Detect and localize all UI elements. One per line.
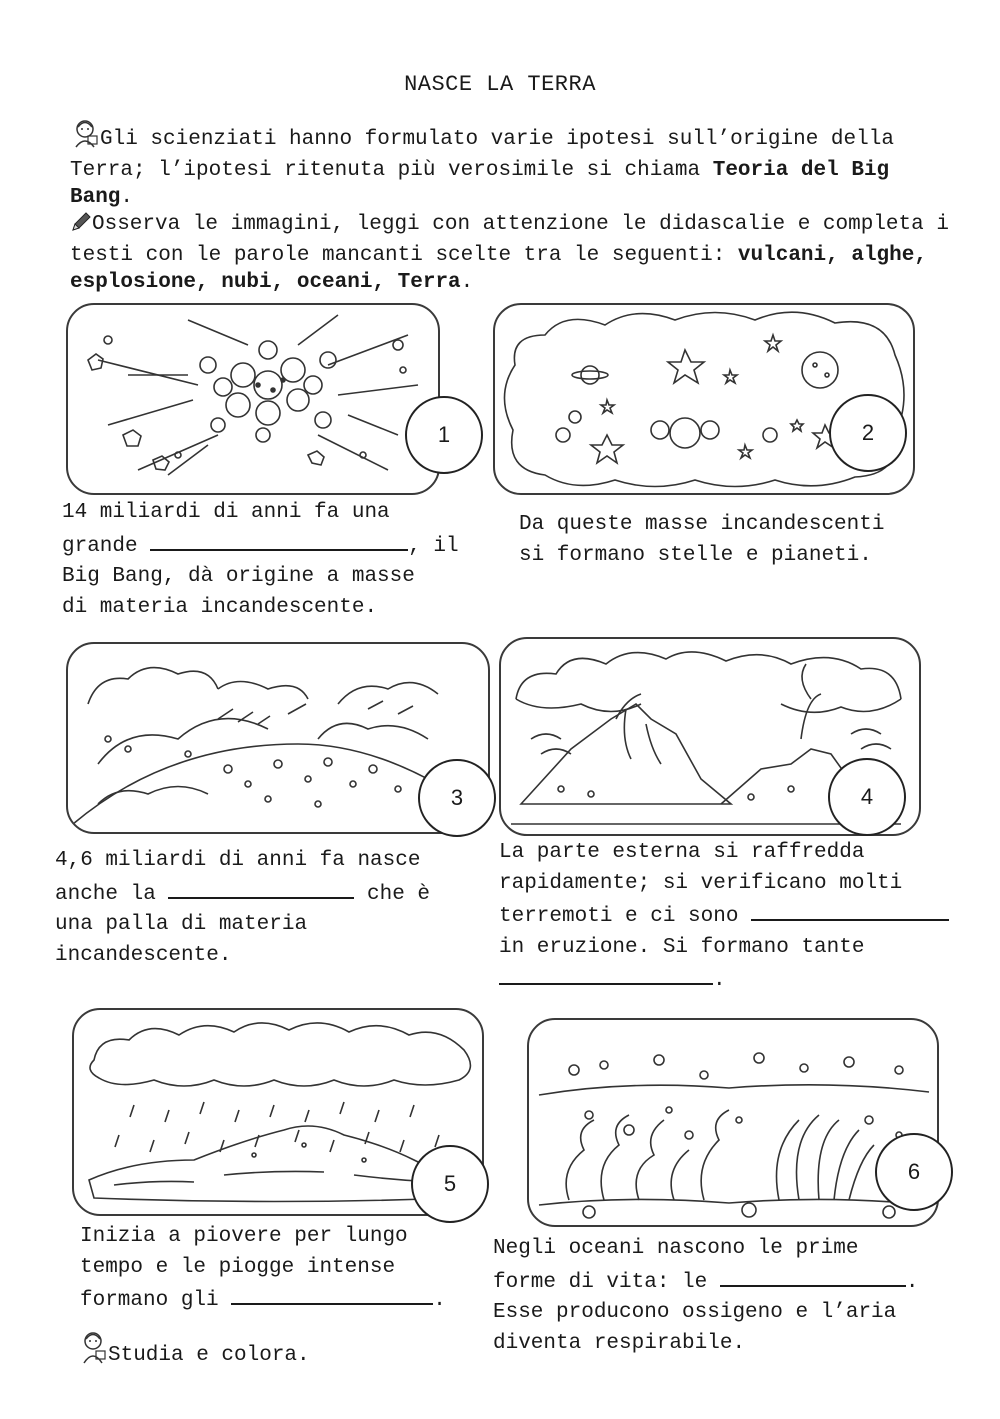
explosion-illustration bbox=[68, 305, 438, 493]
panel-5-number-badge: 5 bbox=[411, 1145, 489, 1223]
word-bank: vulcani, alghe, esplosione, nubi, oceani, Terra bbox=[70, 244, 927, 294]
answer-blank-5[interactable] bbox=[231, 1283, 433, 1305]
pencil-icon bbox=[70, 211, 92, 242]
panel-3-caption: 4,6 miliardi di anni fa nasce anche la che è una palla di materia incandescente. bbox=[55, 849, 431, 967]
intro-sentence-1: Gli scienziati hanno formulato varie ipotesi sull’origine della Terra; l’ipotesi ritenuta più verosimile si chiama bbox=[70, 128, 894, 182]
panel-6-number-badge: 6 bbox=[875, 1133, 953, 1211]
panel-6-caption: Negli oceani nascono le prime forme di vita: le . Esse producono ossigeno e l’aria diventa respirabile. bbox=[493, 1237, 919, 1355]
panel-5-caption: Inizia a piovere per lungo tempo e le piogge intense formano gli . bbox=[80, 1225, 446, 1312]
ocean-algae-illustration bbox=[529, 1020, 937, 1225]
answer-blank-4a[interactable] bbox=[751, 899, 949, 921]
panel-2-number-badge: 2 bbox=[829, 394, 907, 472]
footer-text: Studia e colora. bbox=[108, 1344, 310, 1367]
panel-1-number-badge: 1 bbox=[405, 396, 483, 474]
answer-blank-6[interactable] bbox=[720, 1265, 906, 1287]
intro-sentence-2: Osserva le immagini, leggi con attenzione le didascalie e completa i testi con le parole mancanti scelte tra le seguenti: bbox=[70, 213, 949, 267]
panel-4-caption: La parte esterna si raffredda rapidamente; si verificano molti terremoti e ci sono in eruzione. Si formano tante . bbox=[499, 838, 949, 997]
panel-6-ocean-algae bbox=[527, 1018, 939, 1227]
intro-text: Gli scienziati hanno formulato varie ipotesi sull’origine della Terra; l’ipotesi ritenuta più verosimile si chiama Teoria del Big Bang. Osserva le immagini, leggi con attenzione le didascalie e completa i testi con le parole mancanti scelte tra le seguenti: vulcani, alghe, esplosione, nubi, oceani, Terra. bbox=[70, 118, 950, 296]
intro-theory: Teoria del Big Bang bbox=[70, 159, 890, 209]
footer-instruction bbox=[78, 1330, 310, 1371]
answer-blank-3[interactable] bbox=[168, 877, 354, 899]
panel-3-number-badge: 3 bbox=[418, 759, 496, 837]
answer-blank-1[interactable] bbox=[150, 529, 408, 551]
answer-blank-4b[interactable] bbox=[499, 963, 713, 985]
panel-1-explosion bbox=[66, 303, 440, 495]
page-title: NASCE LA TERRA bbox=[404, 72, 596, 97]
panel-2-caption: Da queste masse incandescenti si formano stelle e pianeti. bbox=[519, 513, 885, 567]
panel-1-caption: 14 miliardi di anni fa una grande , il Big Bang, dà origine a masse di materia incandescente. bbox=[62, 501, 459, 619]
teacher-icon bbox=[70, 118, 100, 157]
panel-4-number-badge: 4 bbox=[828, 758, 906, 836]
teacher-icon bbox=[78, 1330, 108, 1371]
